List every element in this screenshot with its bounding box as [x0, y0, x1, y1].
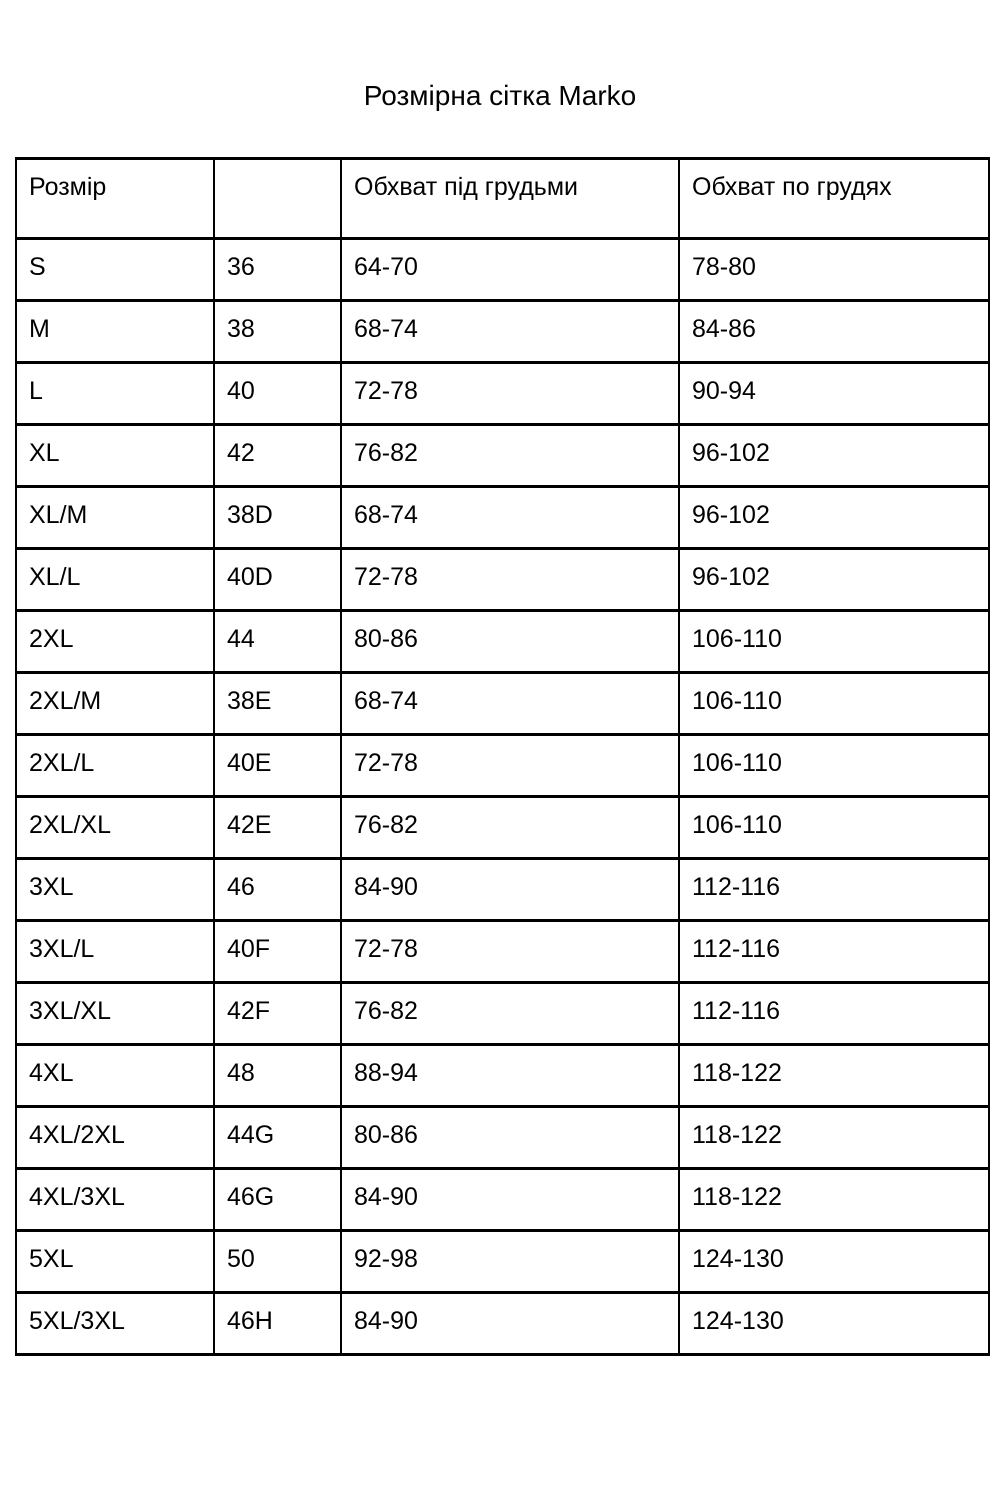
table-cell: 46	[214, 859, 341, 921]
table-cell: 2XL/XL	[16, 797, 214, 859]
table-row	[16, 735, 989, 797]
table-cell: 3XL/L	[16, 921, 214, 983]
table-cell: 42E	[214, 797, 341, 859]
table-row	[16, 1107, 989, 1169]
page-title: Розмірна сітка Marko	[363, 80, 637, 111]
table-row	[16, 983, 989, 1045]
table-cell: 36	[214, 239, 341, 301]
table-cell: 112-116	[679, 983, 989, 1045]
table-cell: 72-78	[341, 921, 679, 983]
table-cell: 64-70	[341, 239, 679, 301]
table-cell: 124-130	[679, 1231, 989, 1293]
table-row	[16, 549, 989, 611]
table-cell: 84-90	[341, 1293, 679, 1355]
table-cell: 96-102	[679, 549, 989, 611]
column-header-underbust: Обхват під грудьми	[341, 159, 679, 239]
table-cell: 106-110	[679, 797, 989, 859]
table-cell: 76-82	[341, 983, 679, 1045]
table-cell: 96-102	[679, 425, 989, 487]
table-cell: L	[16, 363, 214, 425]
table-cell: 5XL/3XL	[16, 1293, 214, 1355]
table-cell: 118-122	[679, 1107, 989, 1169]
table-cell: 106-110	[679, 673, 989, 735]
table-cell: 4XL/2XL	[16, 1107, 214, 1169]
table-cell: 5XL	[16, 1231, 214, 1293]
table-row	[16, 487, 989, 549]
column-header-numeric-size	[214, 159, 341, 239]
table-cell: 112-116	[679, 859, 989, 921]
table-row	[16, 921, 989, 983]
table-cell: 44G	[214, 1107, 341, 1169]
table-cell: 40F	[214, 921, 341, 983]
table-cell: XL/L	[16, 549, 214, 611]
table-cell: 96-102	[679, 487, 989, 549]
table-row	[16, 1169, 989, 1231]
table-cell: 4XL/3XL	[16, 1169, 214, 1231]
column-header-bust: Обхват по грудях	[679, 159, 989, 239]
table-cell: 124-130	[679, 1293, 989, 1355]
table-cell: M	[16, 301, 214, 363]
table-cell: 106-110	[679, 611, 989, 673]
table-row	[16, 797, 989, 859]
table-cell: 68-74	[341, 301, 679, 363]
table-cell: 84-90	[341, 1169, 679, 1231]
table-cell: 38D	[214, 487, 341, 549]
table-header-row	[16, 159, 989, 239]
table-cell: 84-90	[341, 859, 679, 921]
table-cell: 48	[214, 1045, 341, 1107]
table-cell: 92-98	[341, 1231, 679, 1293]
table-row	[16, 1231, 989, 1293]
table-row	[16, 673, 989, 735]
table-cell: 4XL	[16, 1045, 214, 1107]
table-cell: 2XL/L	[16, 735, 214, 797]
table-body	[16, 239, 989, 1355]
table-cell: 2XL	[16, 611, 214, 673]
table-row	[16, 859, 989, 921]
table-cell: 40	[214, 363, 341, 425]
table-cell: 72-78	[341, 735, 679, 797]
table-cell: S	[16, 239, 214, 301]
table-cell: 112-116	[679, 921, 989, 983]
table-cell: 3XL	[16, 859, 214, 921]
size-chart-table	[15, 157, 990, 1356]
table-row	[16, 239, 989, 301]
table-cell: 80-86	[341, 611, 679, 673]
table-cell: 118-122	[679, 1045, 989, 1107]
table-cell: 78-80	[679, 239, 989, 301]
table-cell: 38E	[214, 673, 341, 735]
table-cell: 88-94	[341, 1045, 679, 1107]
table-cell: 80-86	[341, 1107, 679, 1169]
table-cell: 3XL/XL	[16, 983, 214, 1045]
table-cell: 76-82	[341, 797, 679, 859]
table-cell: 44	[214, 611, 341, 673]
table-cell: 72-78	[341, 363, 679, 425]
table-cell: 42	[214, 425, 341, 487]
column-header-size: Розмір	[16, 159, 214, 239]
table-cell: XL	[16, 425, 214, 487]
table-row	[16, 363, 989, 425]
table-cell: 40E	[214, 735, 341, 797]
table-cell: 84-86	[679, 301, 989, 363]
table-cell: 90-94	[679, 363, 989, 425]
table-cell: 72-78	[341, 549, 679, 611]
table-cell: 40D	[214, 549, 341, 611]
table-cell: 46G	[214, 1169, 341, 1231]
table-cell: 68-74	[341, 487, 679, 549]
table-cell: 38	[214, 301, 341, 363]
table-cell: 46H	[214, 1293, 341, 1355]
table-cell: 50	[214, 1231, 341, 1293]
table-row	[16, 1293, 989, 1355]
table-row	[16, 425, 989, 487]
table-cell: 106-110	[679, 735, 989, 797]
table-row	[16, 611, 989, 673]
table-cell: 76-82	[341, 425, 679, 487]
table-row	[16, 301, 989, 363]
table-cell: 42F	[214, 983, 341, 1045]
table-cell: 68-74	[341, 673, 679, 735]
table-row	[16, 1045, 989, 1107]
table-cell: 118-122	[679, 1169, 989, 1231]
table-cell: XL/M	[16, 487, 214, 549]
table-cell: 2XL/M	[16, 673, 214, 735]
